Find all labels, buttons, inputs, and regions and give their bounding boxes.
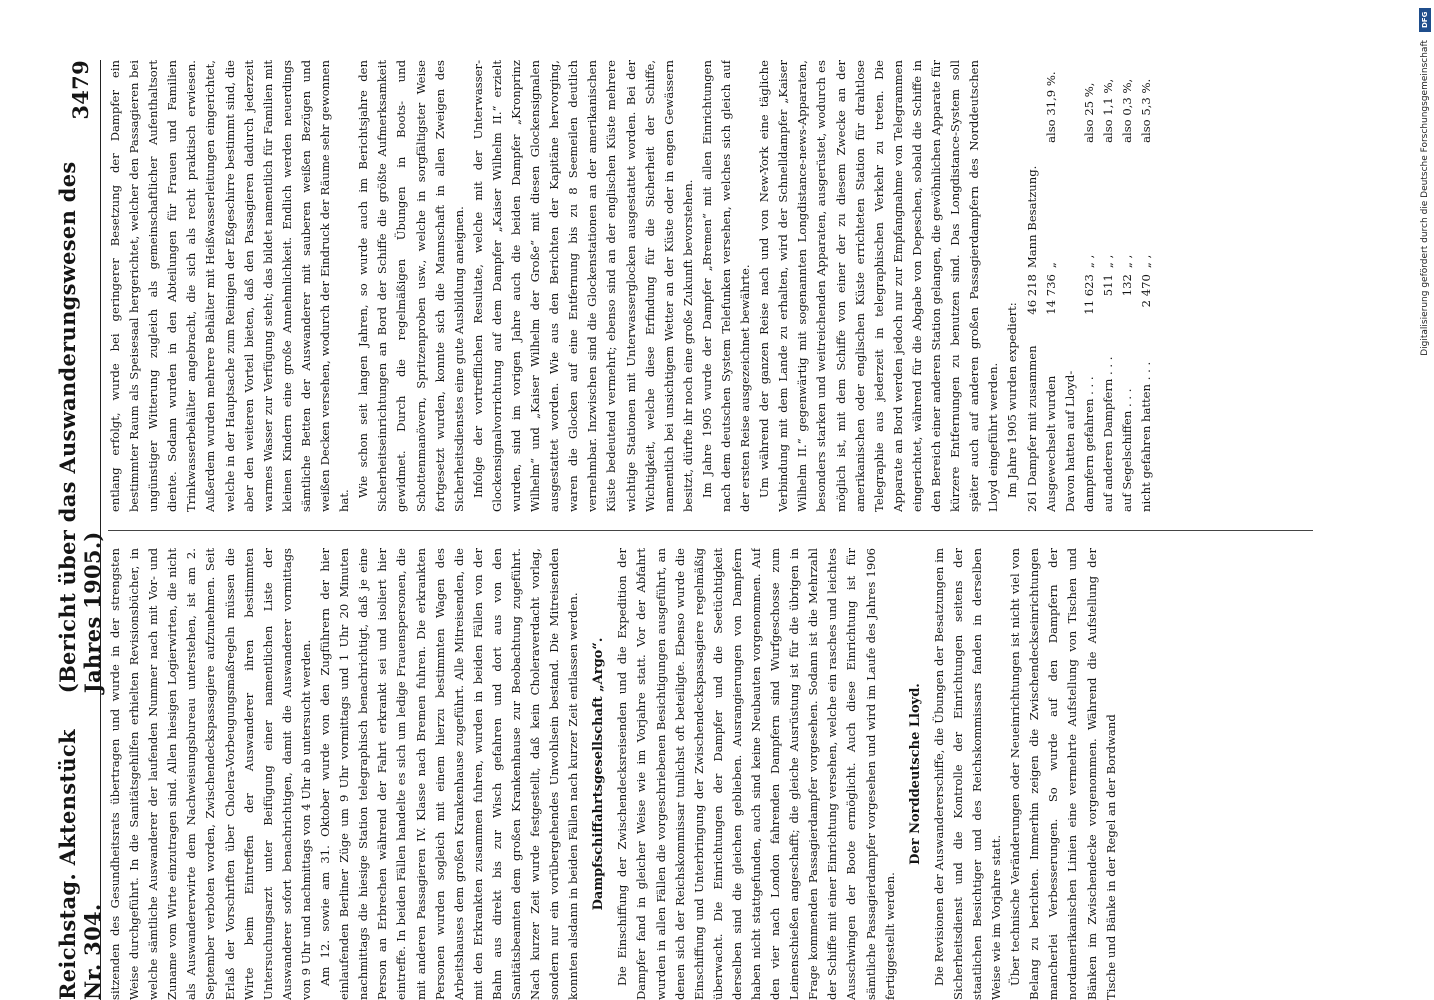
header-title: (Bericht über das Auswanderungswesen des Jahres 1905.) — [55, 161, 105, 694]
paragraph: Infolge der vortrefflichen Resultate, welche mit der Unterwasser-Glockensignalvorrichtung auf dem Dampfer „Kaiser Wilhelm II.“ erzielt wurden, sind im vorigen Jahre auch die beiden Dampfer „Kronprinz Wilhelm“ und „Kaiser Wilhelm der Große“ mit diesen Glockensignalen ausgestattet worden. Wie aus den Berichten der Kapitäne hervorging, waren die Glocken auf eine Entfernung bis zu 8 Seemeilen deutlich vernehmbar. Inzwischen sind die Glockenstationen an der amerikanischen Küste bedeutend vermehrt; ebenso sind an der englischen Küste mehrere wichtige Stationen mit Unterwasserglocken ausgestattet worden. Bei der Wichtigkeit, welche diese Erfindung für die Sicherheit der Schiffe, namentlich bei unsichtigem Wetter an der Küste oder in engen Gewässern besitzt, dürfte ihr noch eine große Zukunft bevorstehen. — [470, 60, 695, 512]
header-left: Reichstag. Aktenstück Nr. 304. — [55, 729, 105, 1000]
table-row — [1099, 60, 1118, 512]
stat-percent: also 1,1 %, — [1100, 78, 1115, 143]
stat-unit: „ , — [1119, 254, 1134, 269]
stat-value: 132 — [1119, 274, 1134, 297]
stat-percent: also 0,3 %, — [1119, 78, 1134, 143]
paragraph: Im Jahre 1905 wurde der Dampfer „Bremen“ mit allen Einrichtungen nach dem deutschen System Telefunken versehen, welches sich gleich auf der ersten Reise ausgezeichnet bewährte. — [699, 60, 753, 512]
stat-percent — [1023, 60, 1042, 151]
stat-label: Davon hatten auf Lloyd- — [1062, 370, 1077, 512]
stat-value — [1061, 268, 1080, 321]
table-row — [1118, 60, 1137, 512]
paragraph: sitzenden des Gesundheitsrats übertragen und wurde in der strengsten Weise durchgeführt. In die Sanitätsgehilfen erhielten Revisionsbücher, in welche sämtliche Auswanderer der laufenden Nummer nach mit Vor- und Zuname vom Wirte einzutragen sind. Allen hiesigen Logierwirten, die nicht als Auswandererwirte dem Nachweisungsbureau unterstehen, ist am 2. September verboten worden, Zwischendeckspassagiere aufzunehmen. Seit Erlaß der Vorschriften über Cholera-Vorbeugungsmaßregeln müssen die Wirte beim Eintreffen der Auswanderer ihren bestimmten Untersuchungsarzt unter Beifügung einer namentlichen Liste der Auswanderer sofort benachrichtigen, damit die Auswanderer vormittags von 9 Uhr und nachmittags von 4 Uhr ab untersucht werden. — [108, 548, 313, 1000]
digitization-credit: Digitalisierung gefördert durch die Deutsche Forschungsgemeinschaft — [1420, 40, 1430, 356]
stat-unit — [1061, 151, 1080, 268]
paragraph: Wie schon seit langen Jahren, so wurde auch im Berichtsjahre den Sicherheitseinrichtungen an Bord der Schiffe die größte Aufmerksamkeit gewidmet. Durch die regelmäßigen Übungen in Boots- und Schottenmanövern, Spritzenproben usw., welche in sorgfältigster Weise fortgesetzt wurden, konnte sich die Mannschaft in allen Zweigen des Sicherheitsdienstes eine gute Ausbildung aneignen. — [356, 60, 466, 512]
paragraph: entlang erfolgt, wurde bei geringerer Besetzung der Dampfer ein bestimmter Raum als Speisesaal hergerichtet, welcher den Passagieren bei ungünstiger Witterung zugleich als gemeinschaftlicher Aufenthaltsort diente. Sodann wurden in den Abteilungen für Frauen und Familien Trinkwasserbehälter angebracht, die sich als recht praktisch erwiesen. Außerdem wurden mehrere Behälter mit Heißwasserleitungen eingerichtet, welche in der Hauptsache zum Reinigen der Eßgeschirre bestimmt sind, die aber den weiteren Vorteil bieten, daß den Passagieren dadurch jederzeit warmes Wasser zur Verfügung steht; das bildet namentlich für Familien mit kleinen Kindern eine große Annehmlichkeit. Endlich werden neuerdings sämtliche Betten der Auswanderer mit sauberen weißen Bezügen und weißen Decken versehen, wodurch der Eindruck der Räume sehr gewonnen hat. — [108, 60, 352, 512]
running-header — [55, 60, 105, 1000]
section-heading-lloyd: Der Norddeutsche Lloyd. — [907, 683, 923, 865]
stat-value: 2 470 — [1138, 274, 1153, 308]
stat-percent: also 5,3 %. — [1138, 78, 1153, 143]
stat-percent — [1061, 60, 1080, 151]
paragraph: Die Einschiffung der Zwischendecksreisenden und die Expedition der Dampfer fand in gleicher Weise wie im Vorjahre statt. Vor der Abfahrt wurden in allen Fällen die vorgeschriebenen Besichtigungen ausgeführt, an denen sich der Reichskommissar tunlichst oft beteiligte. Ebenso wurde die Einschiffung und Unterbringung der Zwischendeckspassagiere regelmäßig überwacht. Die Einrichtungen der Dampfer und die Seetüchtigkeit derselben sind die gleichen geblieben. Ausrangierungen von Dampfern haben nicht stattgefunden, auch sind keine Neubauten vorgenommen. Auf den vier nach London fahrenden Dampfern sind Wurfgeschosse zum Leinenschießen angeschafft; die gleiche Ausrüstung ist für die übrigen in Frage kommenden Passagierdampfer vorgesehen. Sodann ist die Mehrzahl der Schiffe mit einer Einrichtung versehen, welche ein rasches und leichtes Ausschwingen der Boote ermöglicht. Auch diese Einrichtung ist für sämtliche Passagierdampfer vorgesehen und wird im Laufe des Jahres 1906 fertiggestellt werden. — [615, 548, 897, 1000]
stat-label: auf anderen Dampfern . . . — [1100, 356, 1115, 512]
paragraph: Am 12. sowie am 31. Oktober wurde von den Zugführern der hier einlaufenden Berliner Züge um 9 Uhr vormittags und 1 Uhr 20 Minuten nachmittags die hiesige Station telegraphisch benachrichtigt, daß je eine Person an Erbrechen während der Fahrt erkrankt sei und isoliert hier eintreffe. In beiden Fällen handelte es sich um ledige Frauenspersonen, die mit anderen Passagieren IV. Klasse nach Bremen fuhren. Die erkrankten Personen wurden sogleich mit einem hierzu bestimmten Wagen des Arbeitshauses dem großen Krankenhause zugeführt. Alle Mitreisenden, die mit den Erkrankten zusammen fuhren, wurden in beiden Fällen von der Bahn aus direkt bis zur Wisch gefahren und dort aus von den Sanitätsbeamten dem großen Krankenhause zur Beobachtung zugeführt. Nach kurzer Zeit wurde festgestellt, daß kein Choleraverdacht vorlag, sondern nur ein vorübergehendes Unwohlsein bestand. Die Mitreisenden konnten alsdann in beiden Fällen nach kurzer Zeit entlassen werden. — [318, 548, 581, 1000]
column-left — [106, 548, 1316, 1000]
section-heading-argo: Dampfschiffahrtsgesellschaft „Argo“. — [591, 637, 607, 911]
table-row — [1080, 60, 1099, 512]
table-row — [1137, 60, 1156, 512]
stat-value: 511 — [1100, 274, 1115, 297]
rotated-page — [55, 60, 1360, 1000]
stat-percent: also 25 %, — [1081, 82, 1096, 143]
column-divider — [108, 530, 1313, 531]
stat-label: dampfern gefahren . . . — [1081, 376, 1096, 512]
table-row — [1023, 60, 1042, 512]
paragraph: Um während der ganzen Reise nach und von New-York eine tägliche Verbindung mit dem Lande zu erhalten, wird der Schnelldampfer „Kaiser Wilhelm II.“ gegenwärtig mit sogenannten Longdistance-news-Apparaten, besonders starken und weitreichenden Apparaten, ausgerüstet, wodurch es möglich ist, mit dem Schiffe von einer der zu diesem Zwecke an der amerikanischen oder englischen Küste errichteten Station für drahtlose Telegraphie aus jederzeit in telegraphischen Verkehr zu treten. Die Apparate an Bord werden jedoch nur zur Empfangnahme von Telegrammen eingerichtet, während für die Abgabe von Depeschen, sobald die Schiffe in den Bereich einer anderen Station gelangen, die gewöhnlichen Apparate für kürzere Entfernungen zu benutzen sind. Das Longdistance-System soll später auch auf anderen großen Passagierdampfern des Norddeutschen Lloyd eingeführt werden. — [757, 60, 1001, 512]
stat-unit: „ — [1043, 262, 1058, 269]
dfg-logo: DFG — [1419, 8, 1431, 32]
stat-percent: also 31,9 %. — [1043, 71, 1058, 143]
column-right — [106, 60, 1316, 512]
stat-unit: „ , — [1100, 254, 1115, 269]
stat-value: 14 736 — [1043, 274, 1058, 315]
stat-label: 261 Dampfer mit zusammen — [1024, 345, 1039, 512]
statistics-table — [1023, 60, 1156, 512]
stat-unit: „ , — [1138, 254, 1153, 269]
stat-value: 46 218 — [1024, 274, 1039, 315]
stat-unit: „ , — [1081, 254, 1096, 269]
stat-value: 11 623 — [1081, 274, 1096, 315]
paragraph: Über technische Veränderungen oder Neueinrichtungen ist nicht viel von Belang zu berichten. Immerhin zeigen die Zwischendeckseinrichtungen mancherlei Verbesserungen. So wurde auf den Dampfern der nordamerikanischen Linien eine vermehrte Aufstellung von Tischen und Bänken im Zwischendecke vorgenommen. Während die Aufstellung der Tische und Bänke in der Regel an der Bordwand — [1008, 548, 1118, 1000]
table-row — [1042, 60, 1061, 512]
stat-label: auf Segelschiffen . . . — [1119, 388, 1134, 512]
stat-label: nicht gefahren hatten . . . — [1138, 361, 1153, 512]
paragraph: Die Revisionen der Auswandererschiffe, die Übungen der Besatzungen im Sicherheitsdienst und die Kontrolle der Einrichtungen seitens der staatlichen Besichtiger und des Reichskommissars fanden in derselben Weise wie im Vorjahre statt. — [931, 548, 1004, 1000]
digitization-sidebar — [1414, 0, 1434, 1000]
table-row — [1061, 60, 1080, 512]
stat-unit: Mann Besatzung. — [1024, 165, 1039, 269]
page-number: 3479 — [67, 60, 93, 120]
stat-label: Ausgewechselt wurden — [1043, 375, 1058, 512]
paragraph: Im Jahre 1905 wurden expediert: — [1005, 302, 1020, 498]
